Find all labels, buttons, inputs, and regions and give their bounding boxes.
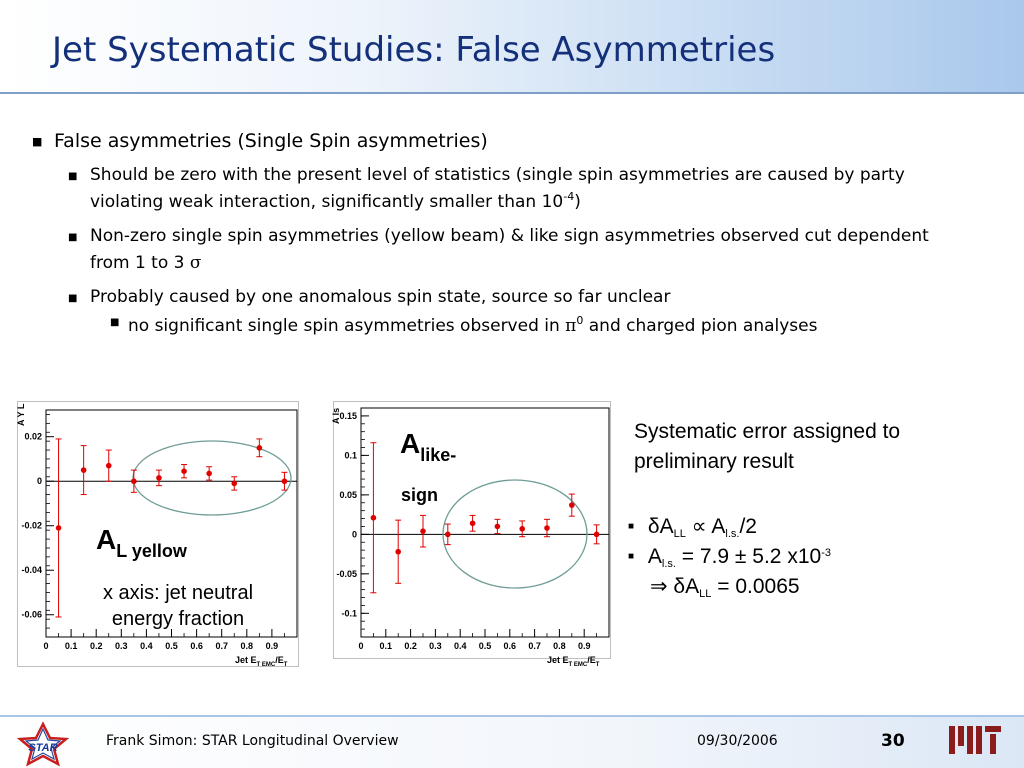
plot2-xlabel: Jet $E_{T EMC}/E_T$ xyxy=(547,655,600,668)
plot2-ytick-label: -0.1 xyxy=(341,608,357,619)
equation-result: ⇒ $\delta A_{LL} = 0.0065$ xyxy=(650,575,800,600)
plot1-ytick-label: -0.04 xyxy=(21,565,42,576)
plot2-ylabel: A ls xyxy=(331,407,341,424)
bullet-square-icon: ■ xyxy=(110,317,120,328)
plot1-xtick-label: 0.7 xyxy=(215,641,228,651)
bullet-square-icon: ■ xyxy=(628,521,635,532)
plot2-xtick-label: 0.5 xyxy=(478,641,492,651)
footer-author: Frank Simon: STAR Longitudinal Overview xyxy=(106,733,399,749)
plot1-data-point xyxy=(156,475,162,481)
plot2-ytick-label: 0 xyxy=(351,529,357,540)
plot1-ytick-label: -0.02 xyxy=(21,520,42,531)
mit-logo xyxy=(947,724,1003,756)
plot1-data-point xyxy=(181,468,187,474)
plot1-xtick-label: 0.2 xyxy=(89,641,103,651)
plot1-xtick-label: 0 xyxy=(43,641,49,651)
plot2-label: $A_{like-}$ xyxy=(400,428,457,465)
bullet-level1: ■ False asymmetries (Single Spin asymmetries) xyxy=(32,130,488,152)
plot1-xtick-label: 0.1 xyxy=(64,641,78,651)
bullet-level3-pion: ■ no significant single spin asymmetries observed in $\pi^0$ and charged pion analyses xyxy=(110,314,818,336)
plot2-data-point xyxy=(445,532,451,538)
plot1-xtick-label: 0.8 xyxy=(240,641,254,651)
plot2-data-point xyxy=(470,520,476,526)
star-logo-text: STAR xyxy=(28,742,58,754)
plot2-data-point xyxy=(420,528,426,534)
bullet-level2-nonzero: ■ Non-zero single spin asymmetries (yellow beam) & like sign asymmetries observed cut dependent from 1 to 3 σ xyxy=(68,226,929,273)
plot1-data-point xyxy=(131,478,137,484)
bullet-square-icon: ■ xyxy=(32,135,43,148)
plot1-data-point xyxy=(206,471,212,477)
plot2-data-point xyxy=(395,549,401,555)
plot2-ytick-label: 0.05 xyxy=(339,489,357,500)
plot1-data-point xyxy=(282,478,288,484)
plot1-data-point xyxy=(257,445,263,451)
header-divider xyxy=(0,92,1024,94)
plot2-xtick-label: 0.6 xyxy=(503,641,517,651)
plot2-data-point xyxy=(371,515,377,521)
equation-als: ■ $A_{l.s.} = 7.9 \pm 5.2$ $x10^{-3}$ xyxy=(628,545,831,570)
plot2-xtick-label: 0.4 xyxy=(453,641,467,651)
plot2-data-point xyxy=(569,502,575,508)
plot1-ylabel: A Y L xyxy=(16,403,26,426)
plot2-xtick-label: 0.2 xyxy=(404,641,417,651)
systematic-error-note: Systematic error assigned to preliminary result xyxy=(634,420,901,473)
plot1-xtick-label: 0.4 xyxy=(140,641,153,651)
plot2-xtick-label: 0.9 xyxy=(577,641,591,651)
bullet-square-icon: ■ xyxy=(68,171,78,182)
plot2-data-point xyxy=(594,532,600,538)
plot1-data-point xyxy=(81,467,87,473)
plot1-data-point xyxy=(56,525,62,531)
plot2-xtick-label: 0.1 xyxy=(379,641,393,651)
plot1-xtick-label: 0.6 xyxy=(190,641,203,651)
plot1-label: $A_{L yellow}$ xyxy=(96,524,187,561)
plot1-xlabel: Jet $E_{T EMC}/E_T$ xyxy=(235,655,288,668)
plot2-xtick-label: 0 xyxy=(358,641,364,651)
plot1-xtick-label: 0.5 xyxy=(165,641,178,651)
plot2-ytick-label: -0.05 xyxy=(336,568,357,579)
plot2-data-point xyxy=(519,526,525,532)
equation-dall: ■ $\delta A_{LL} \propto A_{l.s.}/2$ xyxy=(628,515,757,540)
plot1-data-point xyxy=(231,481,237,487)
footer-date: 09/30/2006 xyxy=(697,733,778,749)
plot2-data-point xyxy=(544,525,550,531)
bullet-square-icon: ■ xyxy=(628,551,635,562)
plot1-ytick-label: -0.06 xyxy=(21,609,42,620)
plot1-xtick-label: 0.9 xyxy=(265,641,279,651)
plot2-ytick-label: 0.1 xyxy=(344,450,357,461)
plot2-xtick-label: 0.7 xyxy=(528,641,541,651)
plot2-label-sign: sign xyxy=(401,485,439,505)
plot1-ytick-label: 0 xyxy=(36,476,42,487)
plot-a-like-sign xyxy=(331,401,611,668)
bullet-level2-anomalous: ■ Probably caused by one anomalous spin state, source so far unclear xyxy=(68,284,968,311)
bullet-square-icon: ■ xyxy=(68,232,78,243)
plot1-ytick-label: 0.02 xyxy=(24,431,42,442)
page-number: 30 xyxy=(881,731,905,751)
plot2-xtick-label: 0.3 xyxy=(429,641,442,651)
bullet-level2-statistics: ■ Should be zero with the present level of statistics (single spin asymmetries are caused by party violating weak interaction, significantly smaller than $10^{-4}$) xyxy=(68,165,905,212)
star-logo xyxy=(10,722,80,766)
plot2-ytick-label: 0.15 xyxy=(339,410,357,421)
plot1-xtick-label: 0.3 xyxy=(115,641,128,651)
plot2-xtick-label: 0.8 xyxy=(553,641,566,651)
slide-title: Jet Systematic Studies: False Asymmetries xyxy=(52,30,776,70)
plot-a-like-sign-svg xyxy=(331,402,610,668)
plot1-data-point xyxy=(106,463,112,469)
plot1-caption: x axis: jet neutral energy fraction xyxy=(102,582,254,630)
bullet-square-icon: ■ xyxy=(68,293,78,304)
plot2-data-point xyxy=(495,524,501,530)
